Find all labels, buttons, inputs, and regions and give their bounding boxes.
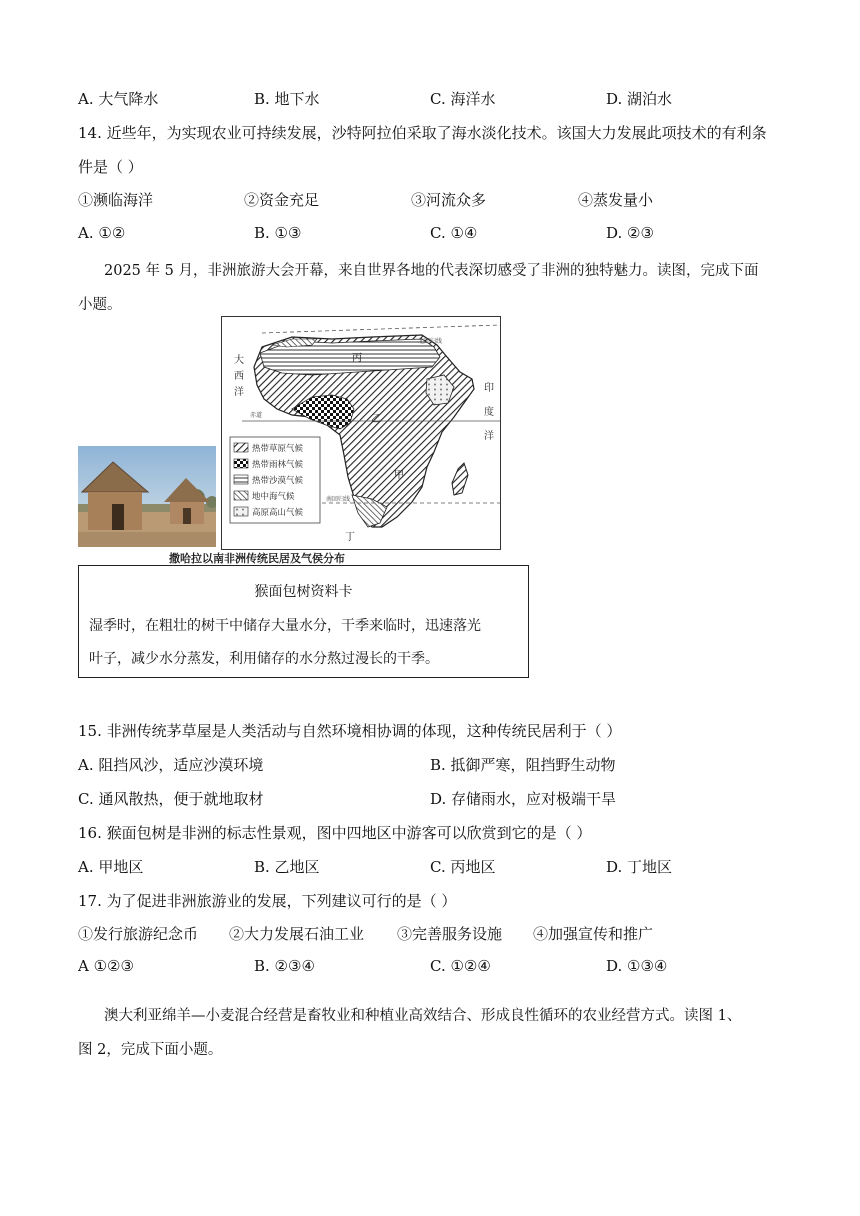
region-ding-label: 丁 (345, 532, 355, 543)
region-bing-label: 丙 (352, 353, 362, 364)
q14-option-d: D. ②③ (606, 224, 654, 242)
q17-stem: 17. 为了促进非洲旅游业的发展，下列建议可行的是（ ） (78, 892, 457, 910)
legend-rainforest: 热带雨林气候 (252, 460, 304, 470)
q14-stem-line2: 件是（ ） (78, 158, 143, 176)
africa-intro-line2: 小题。 (78, 297, 122, 313)
legend-savanna: 热带草原气候 (252, 444, 304, 454)
q17-item-4: ④加强宣传和推广 (533, 925, 654, 943)
q15-option-b: B. 抵御严寒，阻挡野生动物 (430, 756, 616, 774)
indian-label-1: 印 (484, 383, 494, 394)
q17-option-a: A ①②③ (78, 957, 134, 975)
equator-label: 赤道 (250, 412, 263, 419)
q14-item-3: ③河流众多 (411, 191, 487, 209)
q15-stem: 15. 非洲传统茅草屋是人类活动与自然环境相协调的体现，这种传统民居利于（ ） (78, 722, 622, 740)
q16-option-a: A. 甲地区 (78, 858, 144, 876)
legend-highland: 高原高山气候 (252, 508, 304, 518)
q14-option-b: B. ①③ (254, 224, 302, 242)
q16-stem: 16. 猴面包树是非洲的标志性景观，图中四地区中游客可以欣赏到它的是（ ） (78, 824, 592, 842)
region-jia-label: 甲 (394, 470, 404, 481)
map-legend (230, 437, 320, 523)
north-tropic-label: 北回归线 (418, 338, 443, 345)
card-title: 猴面包树资料卡 (254, 584, 353, 600)
card-text-line2: 叶子，减少水分蒸发，利用储存的水分熬过漫长的干季。 (89, 651, 439, 667)
q17-item-1: ①发行旅游纪念币 (78, 925, 199, 943)
atlantic-label-3: 洋 (234, 387, 244, 398)
q14-option-c: C. ①④ (430, 224, 478, 242)
legend-desert: 热带沙漠气候 (252, 476, 304, 486)
q14-item-4: ④蒸发量小 (578, 191, 654, 209)
australia-intro-line1: 澳大利亚绵羊—小麦混合经营是畜牧业和种植业高效结合、形成良性循环的农业经营方式。读图 1、 (104, 1008, 742, 1024)
q15-option-a: A. 阻挡风沙，适应沙漠环境 (78, 756, 264, 774)
indian-label-2: 度 (484, 407, 494, 418)
q15-option-c: C. 通风散热，便于就地取材 (78, 790, 264, 808)
africa-intro-line1: 2025 年 5 月，非洲旅游大会开幕，来自世界各地的代表深切感受了非洲的独特魅力。读图，完成下面 (104, 263, 759, 279)
q13-option-b: B. 地下水 (254, 90, 320, 108)
q17-option-c: C. ①②④ (430, 957, 491, 975)
baobab-info-card (78, 565, 529, 678)
q13-option-a: A. 大气降水 (78, 90, 159, 108)
q16-option-c: C. 丙地区 (430, 858, 496, 876)
region-yi-label: 乙 (371, 414, 381, 425)
legend-mediterranean: 地中海气候 (252, 492, 295, 502)
q17-item-2: ②大力发展石油工业 (229, 925, 365, 943)
q14-stem-line1: 14. 近些年，为实现农业可持续发展，沙特阿拉伯采取了海水淡化技术。该国大力发展此项技术的有利条 (78, 124, 767, 142)
q17-option-d: D. ①③④ (606, 957, 668, 975)
card-text-line1: 湿季时，在粗壮的树干中储存大量水分，干季来临时，迅速落光 (89, 618, 481, 634)
q16-option-d: D. 丁地区 (606, 858, 673, 876)
q17-item-3: ③完善服务设施 (397, 925, 503, 943)
q16-option-b: B. 乙地区 (254, 858, 320, 876)
q13-option-d: D. 湖泊水 (606, 90, 673, 108)
map-caption: 撒哈拉以南非洲传统民居及气侯分布 (169, 552, 345, 565)
atlantic-label-2: 西 (234, 371, 244, 382)
q17-option-b: B. ②③④ (254, 957, 315, 975)
south-tropic-label: 南回归线 (326, 496, 351, 503)
australia-intro-line2: 图 2，完成下面小题。 (78, 1042, 223, 1058)
q13-option-c: C. 海洋水 (430, 90, 496, 108)
africa-climate-map (221, 316, 501, 550)
indian-label-3: 洋 (484, 431, 494, 442)
q14-item-1: ①濒临海洋 (78, 191, 154, 209)
q14-option-a: A. ①② (78, 224, 126, 242)
q14-item-2: ②资金充足 (244, 191, 320, 209)
atlantic-label-1: 大 (234, 355, 244, 366)
q15-option-d: D. 存储雨水，应对极端干旱 (430, 790, 617, 808)
traditional-hut-photo (78, 446, 216, 547)
